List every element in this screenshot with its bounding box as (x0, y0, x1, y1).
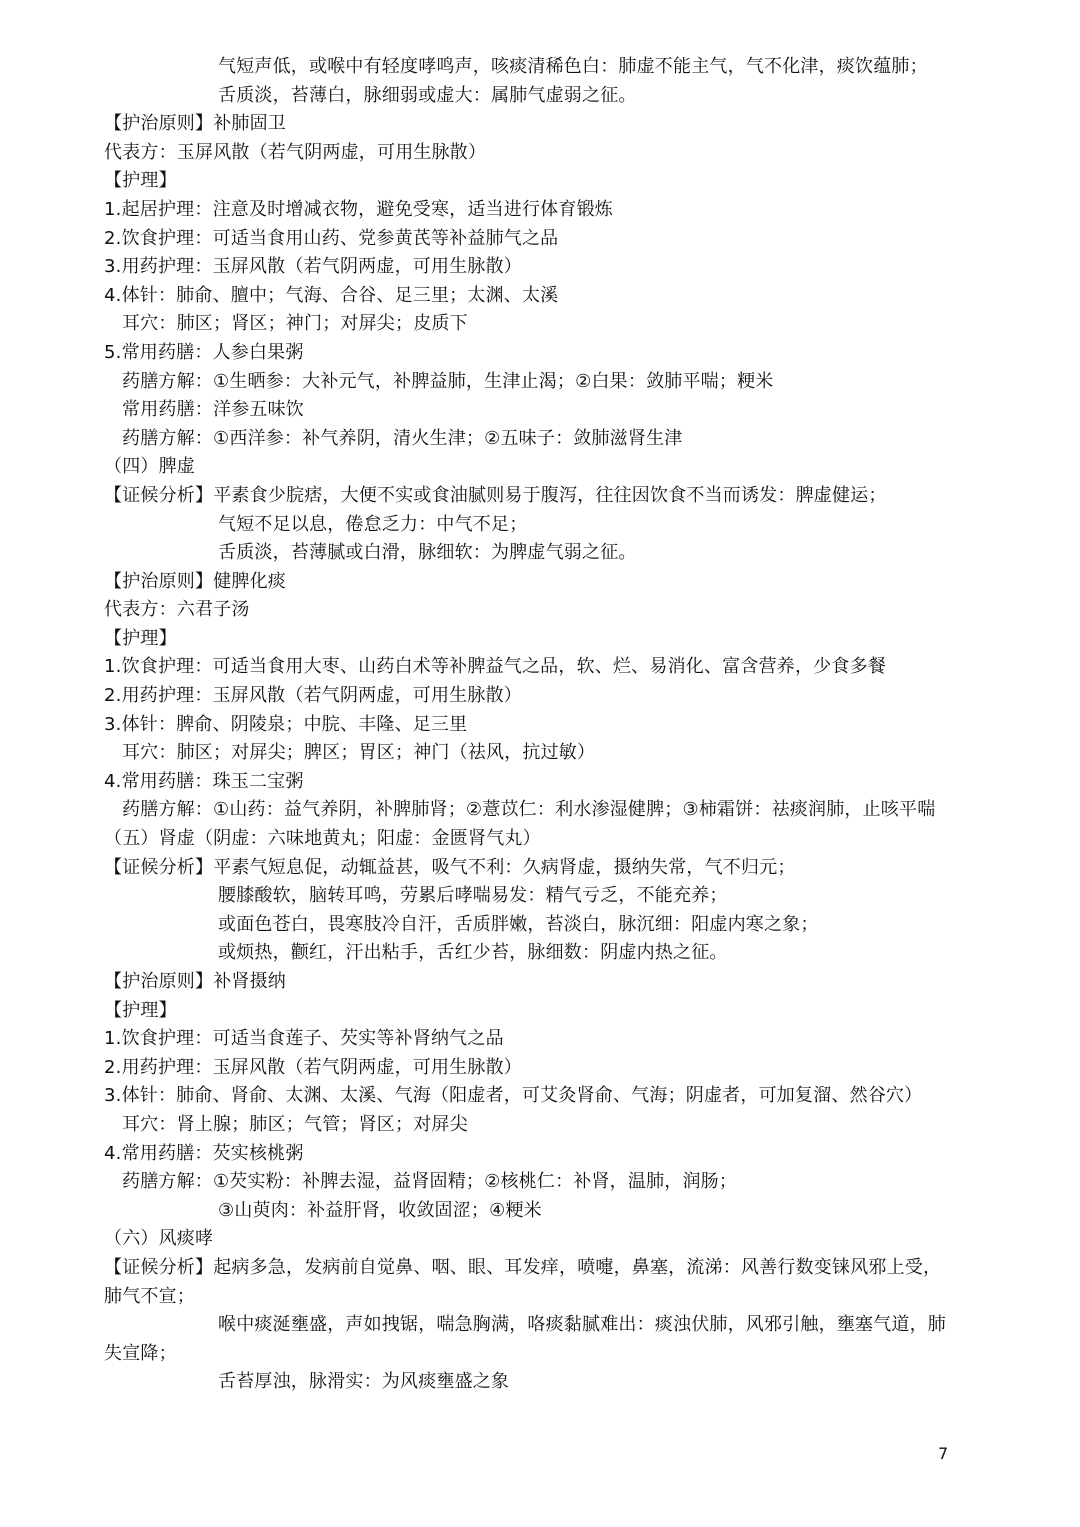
text-line: 代表方：玉屏风散（若气阴两虚，可用生脉散） (104, 141, 487, 163)
text-line: 耳穴：肺区；对屏尖；脾区；胃区；神门（祛风，抗过敏） (122, 742, 596, 764)
text-line: 药膳方解：①芡实粉：补脾去湿，益肾固精；②核桃仁：补肾，温肺，润肠； (122, 1171, 738, 1193)
section-heading: 【护理】 (104, 999, 177, 1021)
text-line: 舌苔厚浊，脉滑实：为风痰壅盛之象 (218, 1371, 510, 1393)
text-line: 腰膝酸软，脑转耳鸣，劳累后哮喘易发：精气亏乏，不能充养； (218, 885, 728, 907)
text-line: 【证候分析】平素食少脘痞，大便不实或食油腻则易于腹泻，往往因饮食不当而诱发：脾虚健运； (104, 484, 887, 506)
text-line: 气短不足以息，倦怠乏力：中气不足； (218, 513, 528, 535)
text-line: 或烦热，颧红，汗出粘手，舌红少苔，脉细数：阴虚内热之征。 (218, 942, 728, 964)
section-heading: 【护治原则】健脾化痰 (104, 570, 286, 592)
text-line: 代表方：六君子汤 (104, 599, 250, 621)
text-line: 耳穴：肾上腺；肺区；气管；肾区；对屏尖 (122, 1113, 468, 1135)
section-heading: 【护理】 (104, 170, 177, 192)
text-line: 舌质淡，苔薄白，脉细弱或虚大：属肺气虚弱之征。 (218, 84, 637, 106)
text-line: 常用药膳：洋参五味饮 (122, 399, 304, 421)
text-line: 或面色苍白，畏寒肢冷自汗，舌质胖嫩，苔淡白，脉沉细：阳虚内寒之象； (218, 913, 819, 935)
text-body (0, 53, 1080, 1397)
text-line: 5.常用药膳：人参白果粥 (104, 341, 304, 363)
text-line: 药膳方解：①西洋参：补气养阴，清火生津；②五味子：敛肺滋肾生津 (122, 427, 683, 449)
text-line: 3.体针：肺俞、肾俞、太渊、太溪、气海（阳虚者，可艾灸肾俞、气海；阴虚者，可加复溜、然谷穴） (104, 1085, 923, 1107)
text-line: 3.用药护理：玉屏风散（若气阴两虚，可用生脉散） (104, 256, 522, 278)
text-line: 2.用药护理：玉屏风散（若气阴两虚，可用生脉散） (104, 685, 522, 707)
text-line: 1.起居护理：注意及时增减衣物，避免受寒，适当进行体育锻炼 (104, 198, 613, 220)
section-heading: 【护治原则】补肺固卫 (104, 113, 286, 135)
text-line: 4.体针：肺俞、膻中；气海、合谷、足三里；太渊、太溪 (104, 284, 559, 306)
text-line: 4.常用药膳：珠玉二宝粥 (104, 770, 304, 792)
text-line: 失宣降； (104, 1342, 177, 1364)
text-line: 舌质淡，苔薄腻或白滑，脉细软：为脾虚气弱之征。 (218, 542, 637, 564)
section-heading: （五）肾虚（阴虚：六味地黄丸；阳虚：金匮肾气丸） (104, 828, 541, 850)
text-line: 药膳方解：①山药：益气养阴，补脾肺肾；②薏苡仁：利水渗湿健脾；③柿霜饼：祛痰润肺，止咳平喘 (122, 799, 936, 821)
section-heading: （四）脾虚 (104, 456, 195, 478)
section-heading: （六）风痰哮 (104, 1228, 214, 1250)
text-line: 2.饮食护理：可适当食用山药、党参黄芪等补益肺气之品 (104, 227, 559, 249)
page-number: 7 (938, 1444, 949, 1463)
text-line: 肺气不宣； (104, 1285, 195, 1307)
text-line: 喉中痰涎壅盛，声如拽锯，喘急胸满，咯痰黏腻难出：痰浊伏肺，风邪引触，壅塞气道，肺 (218, 1314, 946, 1336)
text-line: 【证候分析】起病多急，发病前自觉鼻、咽、眼、耳发痒，喷嚏，鼻塞，流涕：风善行数变铼风邪上受， (104, 1256, 942, 1278)
text-line: ③山萸肉：补益肝肾，收敛固涩；④粳米 (218, 1199, 542, 1221)
section-heading: 【护治原则】补肾摄纳 (104, 971, 286, 992)
text-line: 耳穴：肺区；肾区；神门；对屏尖；皮质下 (122, 313, 468, 335)
section-heading: 【护理】 (104, 627, 177, 649)
text-line: 1.饮食护理：可适当食用大枣、山药白术等补脾益气之品，软、烂、易消化、富含营养，少食多餐 (104, 656, 886, 678)
text-line: 气短声低，或喉中有轻度哮鸣声，咳痰清稀色白：肺虚不能主气，气不化津，痰饮蕴肺； (218, 56, 928, 77)
text-line: 药膳方解：①生晒参：大补元气，补脾益肺，生津止渴；②白果：敛肺平喘；粳米 (122, 370, 774, 392)
text-line: 1.饮食护理：可适当食莲子、芡实等补肾纳气之品 (104, 1028, 504, 1050)
text-line: 4.常用药膳：芡实核桃粥 (104, 1142, 304, 1164)
text-line: 【证候分析】平素气短息促，动辄益甚，吸气不利：久病肾虚，摄纳失常，气不归元； (104, 856, 796, 878)
text-line: 2.用药护理：玉屏风散（若气阴两虚，可用生脉散） (104, 1056, 522, 1078)
text-line: 3.体针：脾俞、阴陵泉；中脘、丰隆、足三里 (104, 713, 468, 735)
